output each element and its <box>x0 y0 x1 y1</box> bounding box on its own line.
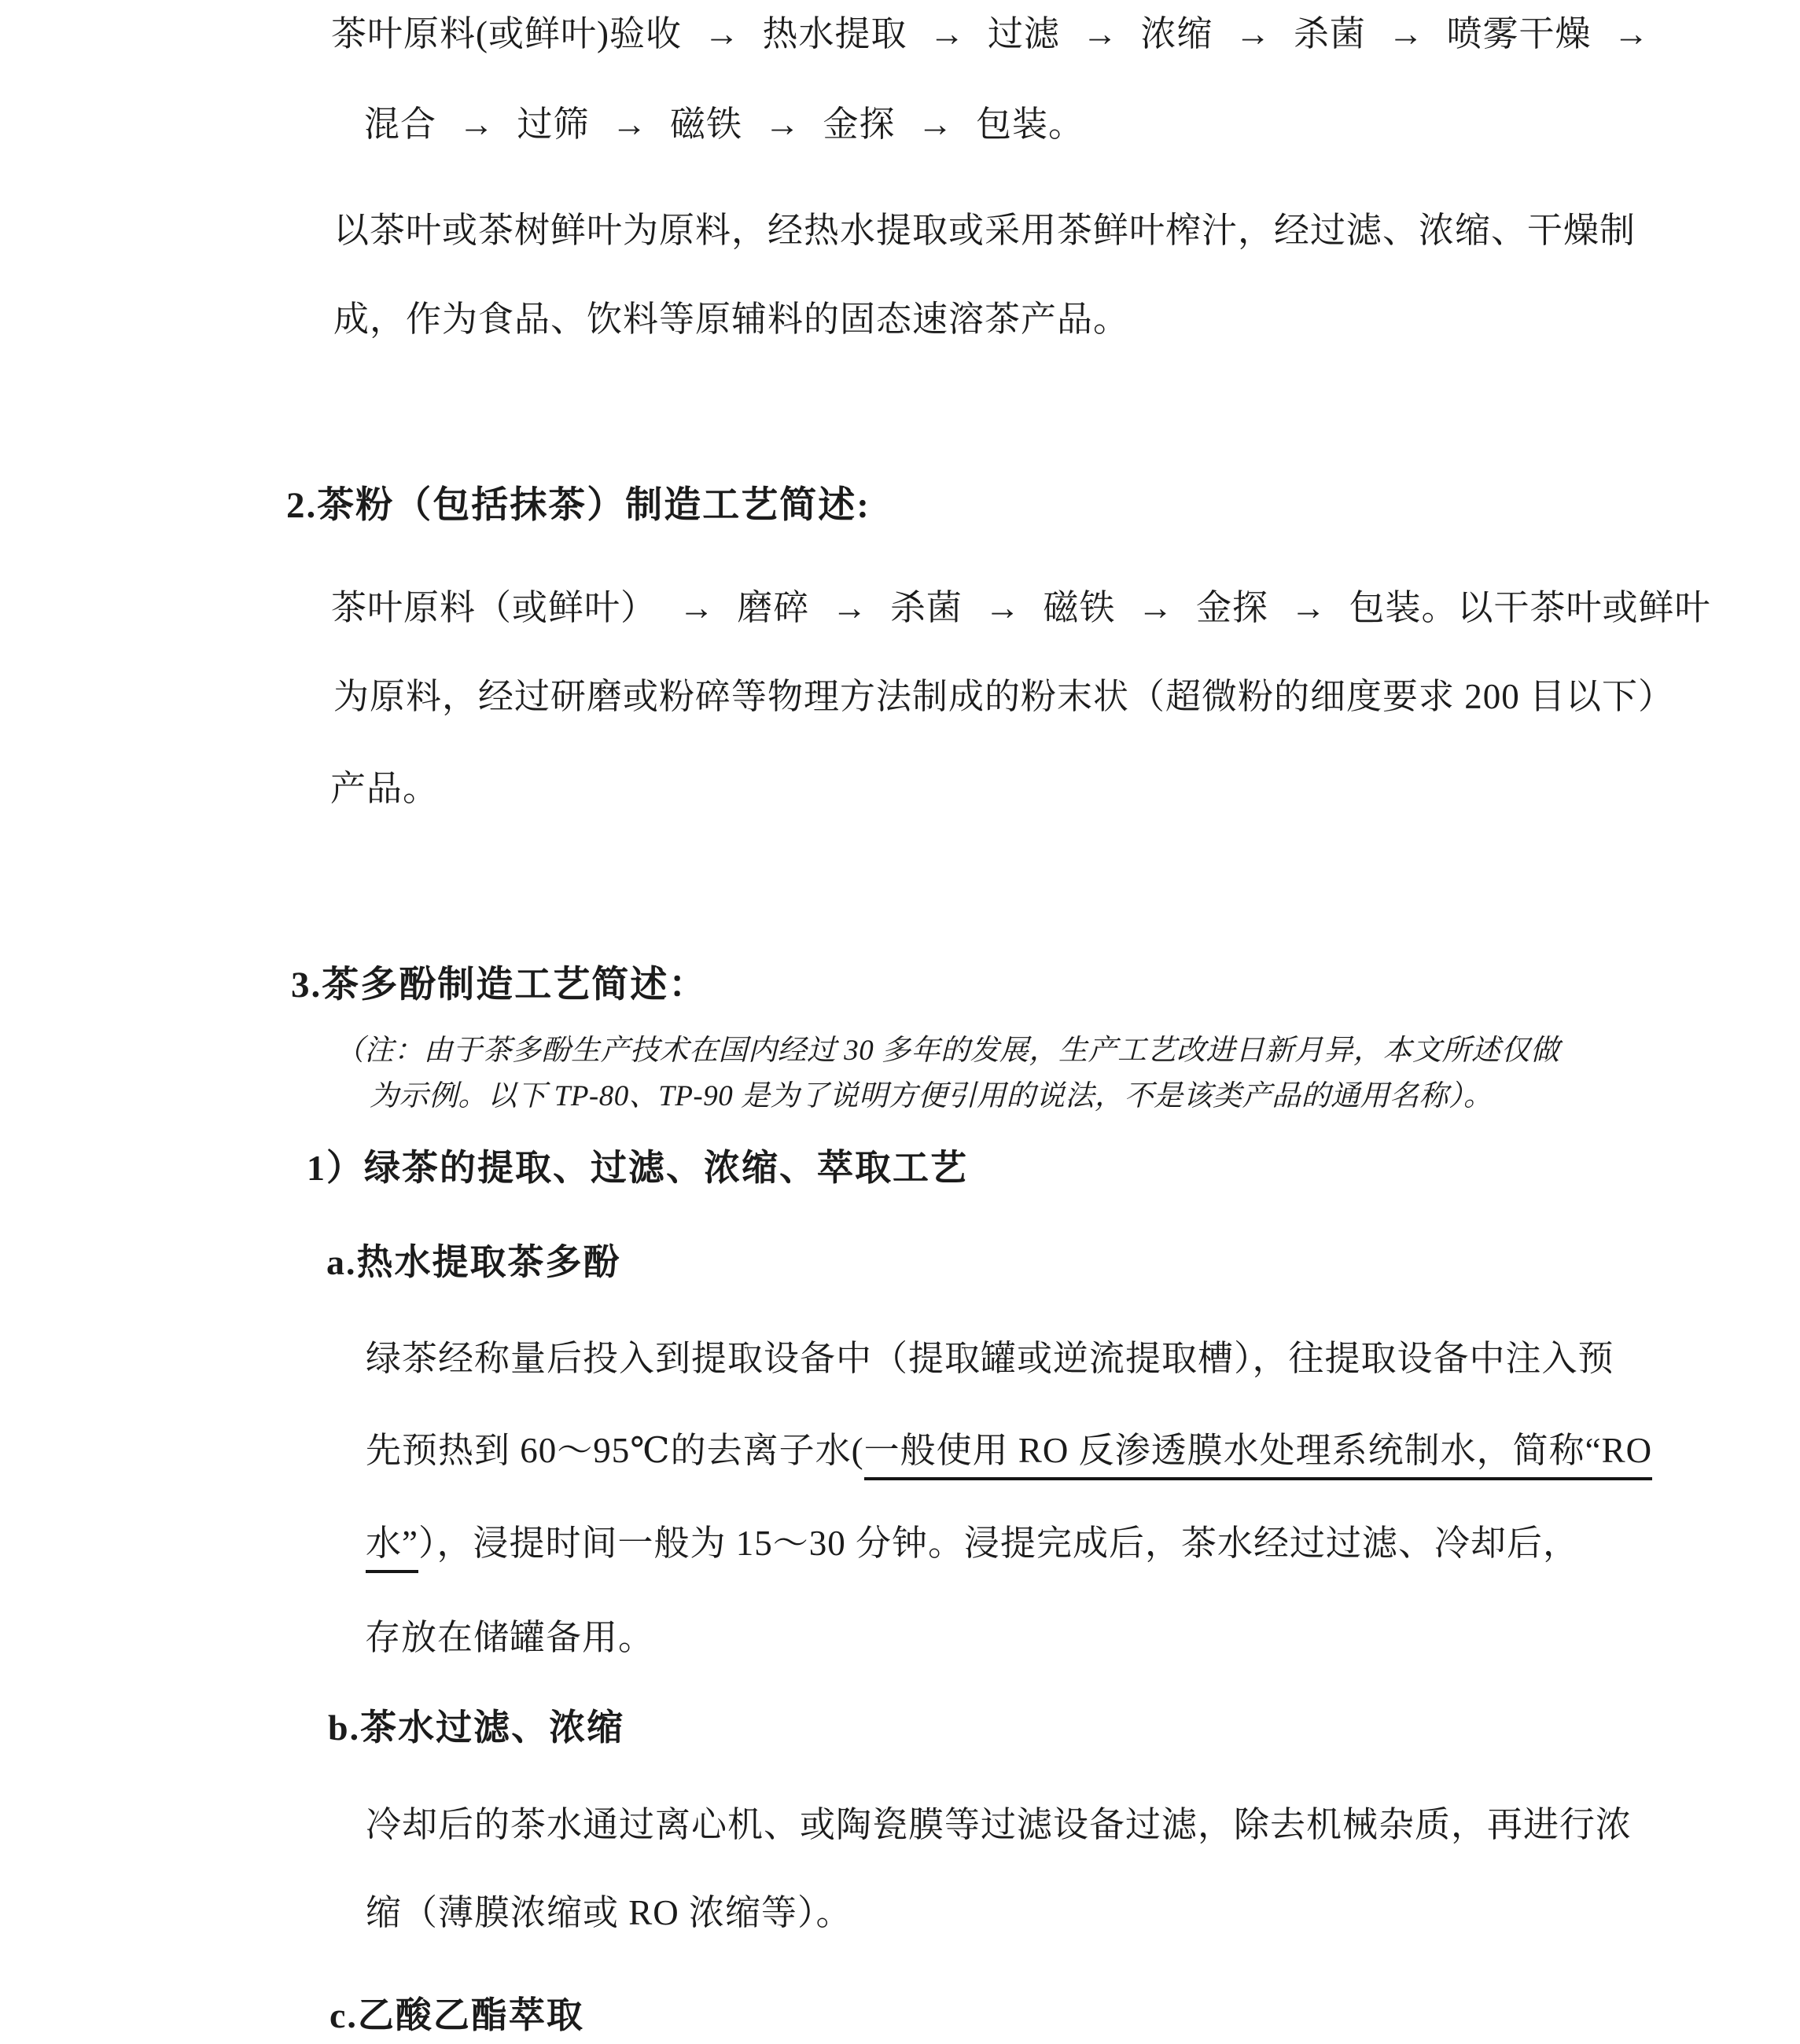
line-3-plain-text: ），浸提时间一般为 15～30 分钟。浸提完成后，茶水经过过滤、冷却后， <box>418 1524 1579 1563</box>
line-2-underlined-text: 一般使用 RO 反渗透膜水处理系统制水，简称“RO <box>864 1431 1653 1480</box>
filtration-para-line-2: 缩（薄膜浓缩或 RO 浓缩等）。 <box>366 1893 852 1932</box>
hot-water-extraction-para-line-2 <box>366 1431 1652 1472</box>
tea-powder-flow-line-1: 茶叶原料（或鲜叶） → 磨碎 → 杀菌 → 磁铁 → 金探 → 包装。以干茶叶或鲜叶 <box>331 588 1711 627</box>
subsection-heading-ethyl-acetate-extraction: c.乙酸乙酯萃取 <box>329 1995 584 2035</box>
line-2-plain-text: 先预热到 60～95℃的去离子水( <box>366 1431 864 1470</box>
note-line-2: 为示例。以下 TP-80、TP-90 是为了说明方便引用的说法，不是该类产品的通用名称）。 <box>370 1080 1493 1112</box>
instant-tea-description-line-1: 以茶叶或茶树鲜叶为原料，经热水提取或采用茶鲜叶榨汁，经过滤、浓缩、干燥制 <box>333 211 1636 250</box>
section-heading-tea-polyphenol: 3.茶多酚制造工艺简述： <box>291 965 708 1005</box>
instant-tea-description-line-2: 成，作为食品、饮料等原辅料的固态速溶茶产品。 <box>333 300 1130 339</box>
subsection-heading-hot-water-extraction: a.热水提取茶多酚 <box>326 1242 621 1282</box>
note-line-1: （注：由于茶多酚生产技术在国内经过 30 多年的发展，生产工艺改进日新月异，本文所述仅做 <box>335 1035 1560 1067</box>
tea-powder-description-line-3: 产品。 <box>330 769 440 808</box>
hot-water-extraction-para-line-1: 绿茶经称量后投入到提取设备中（提取罐或逆流提取槽），往提取设备中注入预 <box>366 1339 1614 1378</box>
subsection-heading-filtration-concentration: b.茶水过滤、浓缩 <box>328 1708 625 1748</box>
process-flow-instant-tea-line-2: 混合 → 过筛 → 磁铁 → 金探 → 包装。 <box>364 105 1085 144</box>
process-flow-instant-tea-line-1: 茶叶原料(或鲜叶)验收 → 热水提取 → 过滤 → 浓缩 → 杀菌 → 喷雾干燥 → <box>331 14 1650 53</box>
filtration-para-line-1: 冷却后的茶水通过离心机、或陶瓷膜等过滤设备过滤，除去机械杂质，再进行浓 <box>366 1805 1633 1844</box>
hot-water-extraction-para-line-4: 存放在储罐备用。 <box>365 1618 655 1657</box>
subsection-heading-green-tea-process: 1）绿茶的提取、过滤、浓缩、萃取工艺 <box>307 1148 968 1188</box>
hot-water-extraction-para-line-3 <box>366 1524 1579 1564</box>
section-heading-tea-powder: 2.茶粉（包括抹茶）制造工艺简述: <box>286 485 871 526</box>
tea-powder-description-line-2: 为原料，经过研磨或粉碎等物理方法制成的粉末状（超微粉的细度要求 200 目以下） <box>333 677 1675 716</box>
line-3-underlined-text: 水” <box>366 1524 418 1573</box>
